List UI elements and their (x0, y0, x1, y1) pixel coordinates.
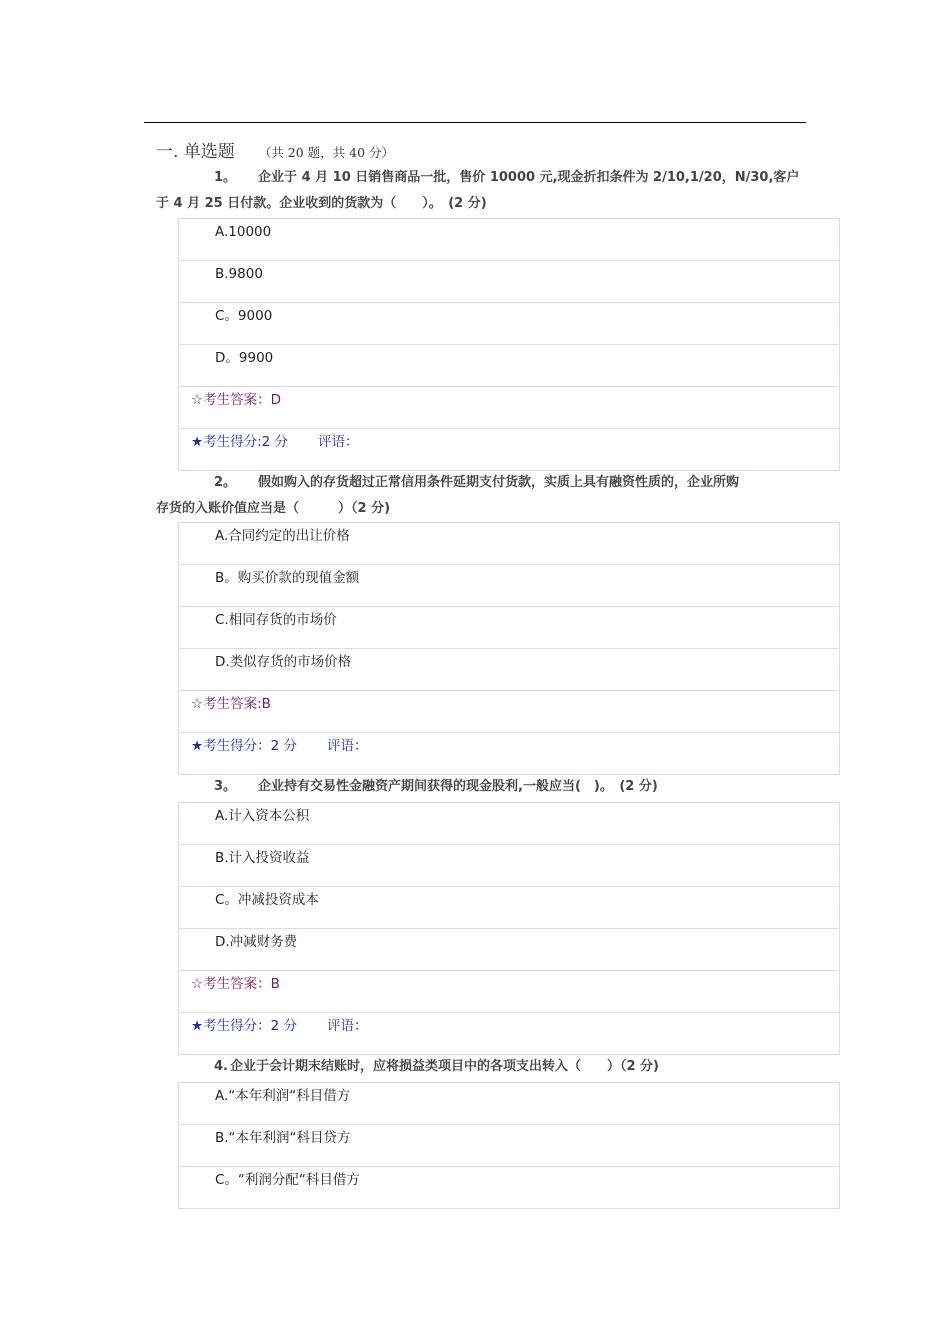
question-1-comment: 评语： (318, 434, 359, 450)
question-3-comment: 评语： (326, 1018, 368, 1034)
question-1-option-c[interactable]: C。9000 (179, 303, 839, 345)
question-2-text (156, 470, 806, 522)
question-4-options (178, 1082, 840, 1209)
question-3-text (156, 774, 806, 800)
question-3-number: 3。 (214, 779, 237, 794)
question-1-option-a[interactable]: A.10000 (179, 219, 839, 261)
question-1-line-2: 于 4 月 25 日付款。企业收到的货款为（ ）。 (2 分) (156, 196, 487, 211)
question-3-option-d[interactable]: D.冲减财务费 (179, 929, 839, 971)
question-4-line-1: 4. 企业于会计期末结账时，应将损益类项目中的各项支出转入（ ）（2 分) (214, 1059, 659, 1074)
question-4-text (156, 1054, 806, 1080)
question-1-option-d[interactable]: D。9900 (179, 345, 839, 387)
question-4-option-a[interactable]: A.“本年利润“科目借方 (179, 1083, 839, 1125)
question-2-answer: ☆考生答案:B (179, 691, 839, 733)
question-3-option-a[interactable]: A.计入资本公积 (179, 803, 839, 845)
question-2-options (178, 522, 840, 775)
question-1-option-b[interactable]: B.9800 (179, 261, 839, 303)
question-1-number: 1。 (214, 170, 237, 185)
question-1-options (178, 218, 840, 471)
question-3-line-1: 3。 企业持有交易性金融资产期间获得的现金股利,一般应当( )。 (2 分) (214, 779, 658, 794)
question-2-line-1: 2。 假如购入的存货超过正常信用条件延期支付货款，实质上具有融资性质的，企业所购 (214, 475, 740, 490)
question-2-option-b[interactable]: B。购买价款的现值金额 (179, 565, 839, 607)
question-3-score-row (179, 1013, 839, 1055)
question-3-options (178, 802, 840, 1055)
question-4-option-c[interactable]: C。“利润分配“科目借方 (215, 1172, 360, 1188)
question-1-text (156, 165, 806, 217)
question-2-option-a[interactable]: A.合同约定的出让价格 (179, 523, 839, 565)
question-4-option-b[interactable]: B.“本年利润“科目贷方 (179, 1125, 839, 1167)
question-2-score-row (179, 733, 839, 775)
question-2-comment: 评语： (326, 738, 368, 754)
question-1-score-row (179, 429, 839, 471)
question-2-number: 2。 (214, 475, 237, 490)
question-1-answer: ☆考生答案：D (179, 387, 839, 429)
top-rule (144, 122, 806, 123)
question-3-score: ★考生得分：2 分 (191, 1018, 297, 1034)
question-4-number: 4. (214, 1059, 228, 1074)
question-3-option-c[interactable]: C。冲减投资成本 (179, 887, 839, 929)
section-title-text: 一. 单选题 (156, 142, 235, 162)
question-2-option-d[interactable]: D.类似存货的市场价格 (179, 649, 839, 691)
question-2-score: ★考生得分：2 分 (191, 738, 297, 754)
question-1-score: ★考生得分:2 分 (191, 434, 289, 450)
question-1-line-1: 1。 企业于 4 月 10 日销售商品一批，售价 10000 元,现金折扣条件为 2/10,1/20，N/30,客户 (214, 170, 800, 185)
question-2-option-c[interactable]: C.相同存货的市场价 (179, 607, 839, 649)
question-3-option-b[interactable]: B.计入投资收益 (179, 845, 839, 887)
section-title (156, 137, 394, 162)
question-2-line-2: 存货的入账价值应当是（ ）（2 分) (156, 501, 391, 516)
question-3-answer: ☆考生答案：B (179, 971, 839, 1013)
section-subtitle: （共 20 题，共 40 分） (258, 145, 395, 160)
